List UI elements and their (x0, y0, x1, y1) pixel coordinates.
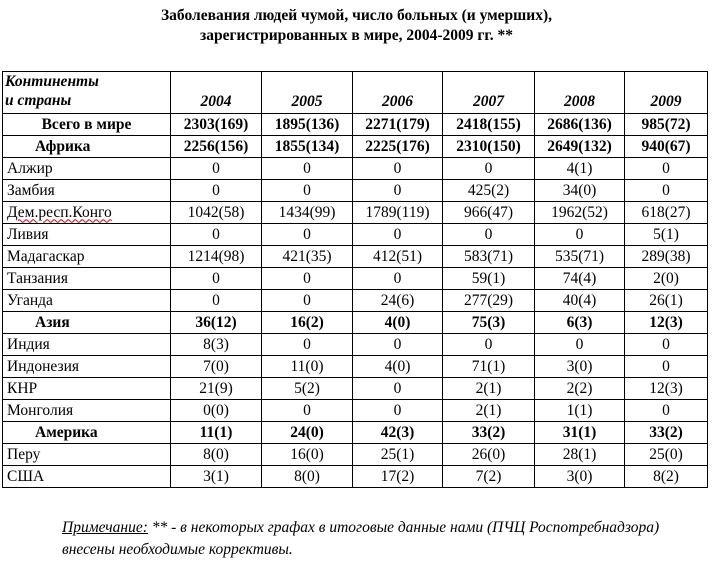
value-cell: 0 (443, 334, 535, 356)
row-name-cell (3, 158, 171, 180)
continent-row (3, 136, 708, 158)
value-cell: 21(9) (171, 378, 262, 400)
value-cell: 0 (443, 224, 535, 246)
row-name-cell (3, 202, 171, 224)
value-cell: 2225(176) (353, 136, 443, 158)
year-header: 2009 (625, 72, 708, 114)
value-cell: 5(1) (625, 224, 708, 246)
value-cell: 2(2) (535, 378, 625, 400)
value-cell: 0 (535, 334, 625, 356)
row-name: США (7, 467, 45, 485)
value-cell: 7(2) (443, 466, 535, 488)
value-cell: 74(4) (535, 268, 625, 290)
value-cell: 16(0) (262, 444, 353, 466)
value-cell: 42(3) (353, 422, 443, 444)
value-cell: 583(71) (443, 246, 535, 268)
value-cell: 8(0) (262, 466, 353, 488)
corner-header (3, 72, 171, 114)
value-cell: 4(0) (353, 356, 443, 378)
table-row (3, 158, 708, 180)
header-row (3, 72, 708, 114)
value-cell: 940(67) (625, 136, 708, 158)
value-cell: 1895(136) (262, 114, 353, 136)
value-cell: 25(1) (353, 444, 443, 466)
value-cell: 0 (353, 400, 443, 422)
value-cell: 40(4) (535, 290, 625, 312)
value-cell: 24(0) (262, 422, 353, 444)
row-name-cell (3, 136, 171, 158)
value-cell: 12(3) (625, 378, 708, 400)
value-cell: 24(6) (353, 290, 443, 312)
title-line-1: Заболевания людей чумой, число больных (и умерших), (161, 7, 552, 24)
table-row (3, 246, 708, 268)
footnote-label: Примечание: (62, 519, 148, 536)
value-cell: 59(1) (443, 268, 535, 290)
row-name-cell (3, 114, 171, 136)
table-body (3, 114, 708, 488)
row-name: Дем.респ.Конго (7, 203, 112, 221)
value-cell: 16(2) (262, 312, 353, 334)
value-cell: 0 (171, 224, 262, 246)
value-cell: 0 (353, 224, 443, 246)
value-cell: 34(0) (535, 180, 625, 202)
year-header: 2006 (353, 72, 443, 114)
value-cell: 2649(132) (535, 136, 625, 158)
corner-header-line-1: Континенты (5, 73, 99, 90)
value-cell: 8(2) (625, 466, 708, 488)
value-cell: 0 (443, 158, 535, 180)
table-row (3, 202, 708, 224)
value-cell: 71(1) (443, 356, 535, 378)
table-row (3, 378, 708, 400)
value-cell: 2310(150) (443, 136, 535, 158)
row-name-cell (3, 268, 171, 290)
value-cell: 33(2) (625, 422, 708, 444)
continent-row (3, 312, 708, 334)
row-name: Всего в мире (41, 115, 132, 133)
value-cell: 2686(136) (535, 114, 625, 136)
value-cell: 0 (262, 290, 353, 312)
value-cell: 289(38) (625, 246, 708, 268)
value-cell: 0 (262, 224, 353, 246)
row-name: Индонезия (7, 357, 80, 375)
value-cell: 1(1) (535, 400, 625, 422)
row-name-cell (3, 378, 171, 400)
value-cell: 0 (262, 268, 353, 290)
row-name-cell (3, 312, 171, 334)
row-name-cell (3, 334, 171, 356)
row-name-cell (3, 400, 171, 422)
value-cell: 0 (171, 290, 262, 312)
value-cell: 425(2) (443, 180, 535, 202)
value-cell: 2418(155) (443, 114, 535, 136)
footnote-text: ** - в некоторых графах в итоговые данные нами (ПЧЦ Роспотребнадзора) внесены необходимые коррективы. (62, 519, 660, 558)
row-name: Замбия (7, 181, 55, 199)
value-cell: 0 (625, 400, 708, 422)
value-cell: 3(0) (535, 356, 625, 378)
value-cell: 2(0) (625, 268, 708, 290)
value-cell: 3(0) (535, 466, 625, 488)
plague-cases-table (2, 71, 708, 488)
row-name: Танзания (7, 269, 68, 287)
value-cell: 0 (625, 180, 708, 202)
value-cell: 277(29) (443, 290, 535, 312)
value-cell: 31(1) (535, 422, 625, 444)
value-cell: 0 (353, 268, 443, 290)
year-header: 2007 (443, 72, 535, 114)
row-name: Мадагаскар (7, 247, 85, 265)
value-cell: 0 (353, 378, 443, 400)
row-name-cell (3, 246, 171, 268)
table-row (3, 444, 708, 466)
continent-row (3, 422, 708, 444)
row-name-cell (3, 466, 171, 488)
footnote (62, 517, 702, 561)
row-name-cell (3, 356, 171, 378)
value-cell: 0 (262, 180, 353, 202)
value-cell: 0(0) (171, 400, 262, 422)
value-cell: 1789(119) (353, 202, 443, 224)
row-name-cell (3, 444, 171, 466)
value-cell: 8(3) (171, 334, 262, 356)
value-cell: 421(35) (262, 246, 353, 268)
value-cell: 36(12) (171, 312, 262, 334)
value-cell: 966(47) (443, 202, 535, 224)
year-header: 2004 (171, 72, 262, 114)
table-row (3, 180, 708, 202)
value-cell: 2(1) (443, 400, 535, 422)
row-name: Уганда (7, 291, 53, 309)
value-cell: 7(0) (171, 356, 262, 378)
row-name: Монголия (7, 401, 74, 419)
value-cell: 4(1) (535, 158, 625, 180)
value-cell: 2303(169) (171, 114, 262, 136)
table-row (3, 400, 708, 422)
value-cell: 0 (262, 400, 353, 422)
row-name: Алжир (7, 159, 53, 177)
value-cell: 75(3) (443, 312, 535, 334)
value-cell: 0 (625, 158, 708, 180)
value-cell: 0 (353, 180, 443, 202)
value-cell: 1962(52) (535, 202, 625, 224)
value-cell: 0 (353, 158, 443, 180)
table-row (3, 334, 708, 356)
value-cell: 12(3) (625, 312, 708, 334)
value-cell: 5(2) (262, 378, 353, 400)
value-cell: 1855(134) (262, 136, 353, 158)
row-name: КНР (7, 379, 38, 397)
value-cell: 0 (262, 334, 353, 356)
value-cell: 618(27) (625, 202, 708, 224)
value-cell: 1214(98) (171, 246, 262, 268)
value-cell: 0 (171, 268, 262, 290)
title-line-2: зарегистрированных в мире, 2004-2009 гг. ** (200, 27, 513, 44)
table-row (3, 224, 708, 246)
value-cell: 412(51) (353, 246, 443, 268)
value-cell: 2(1) (443, 378, 535, 400)
document-title (0, 6, 713, 46)
row-name-cell (3, 290, 171, 312)
year-header: 2008 (535, 72, 625, 114)
value-cell: 8(0) (171, 444, 262, 466)
corner-header-line-2: и страны (5, 92, 72, 109)
value-cell: 11(1) (171, 422, 262, 444)
value-cell: 6(3) (535, 312, 625, 334)
value-cell: 0 (171, 180, 262, 202)
year-header: 2005 (262, 72, 353, 114)
table-row (3, 290, 708, 312)
value-cell: 0 (171, 158, 262, 180)
row-name: Перу (7, 445, 41, 463)
value-cell: 0 (625, 356, 708, 378)
row-name: Индия (7, 335, 50, 353)
row-name: Америка (35, 423, 98, 441)
value-cell: 1434(99) (262, 202, 353, 224)
value-cell: 11(0) (262, 356, 353, 378)
table-row (3, 356, 708, 378)
value-cell: 17(2) (353, 466, 443, 488)
value-cell: 33(2) (443, 422, 535, 444)
value-cell: 2271(179) (353, 114, 443, 136)
value-cell: 0 (262, 158, 353, 180)
row-name-cell (3, 180, 171, 202)
value-cell: 985(72) (625, 114, 708, 136)
row-name: Азия (35, 313, 70, 331)
row-name-cell (3, 224, 171, 246)
value-cell: 0 (535, 224, 625, 246)
value-cell: 2256(156) (171, 136, 262, 158)
value-cell: 25(0) (625, 444, 708, 466)
value-cell: 535(71) (535, 246, 625, 268)
value-cell: 0 (625, 334, 708, 356)
table-row (3, 466, 708, 488)
value-cell: 4(0) (353, 312, 443, 334)
row-name-cell (3, 422, 171, 444)
value-cell: 26(1) (625, 290, 708, 312)
value-cell: 28(1) (535, 444, 625, 466)
row-name: Африка (35, 137, 91, 155)
row-name: Ливия (7, 225, 49, 243)
value-cell: 0 (353, 334, 443, 356)
value-cell: 1042(58) (171, 202, 262, 224)
table-row (3, 268, 708, 290)
value-cell: 26(0) (443, 444, 535, 466)
total-row (3, 114, 708, 136)
value-cell: 3(1) (171, 466, 262, 488)
